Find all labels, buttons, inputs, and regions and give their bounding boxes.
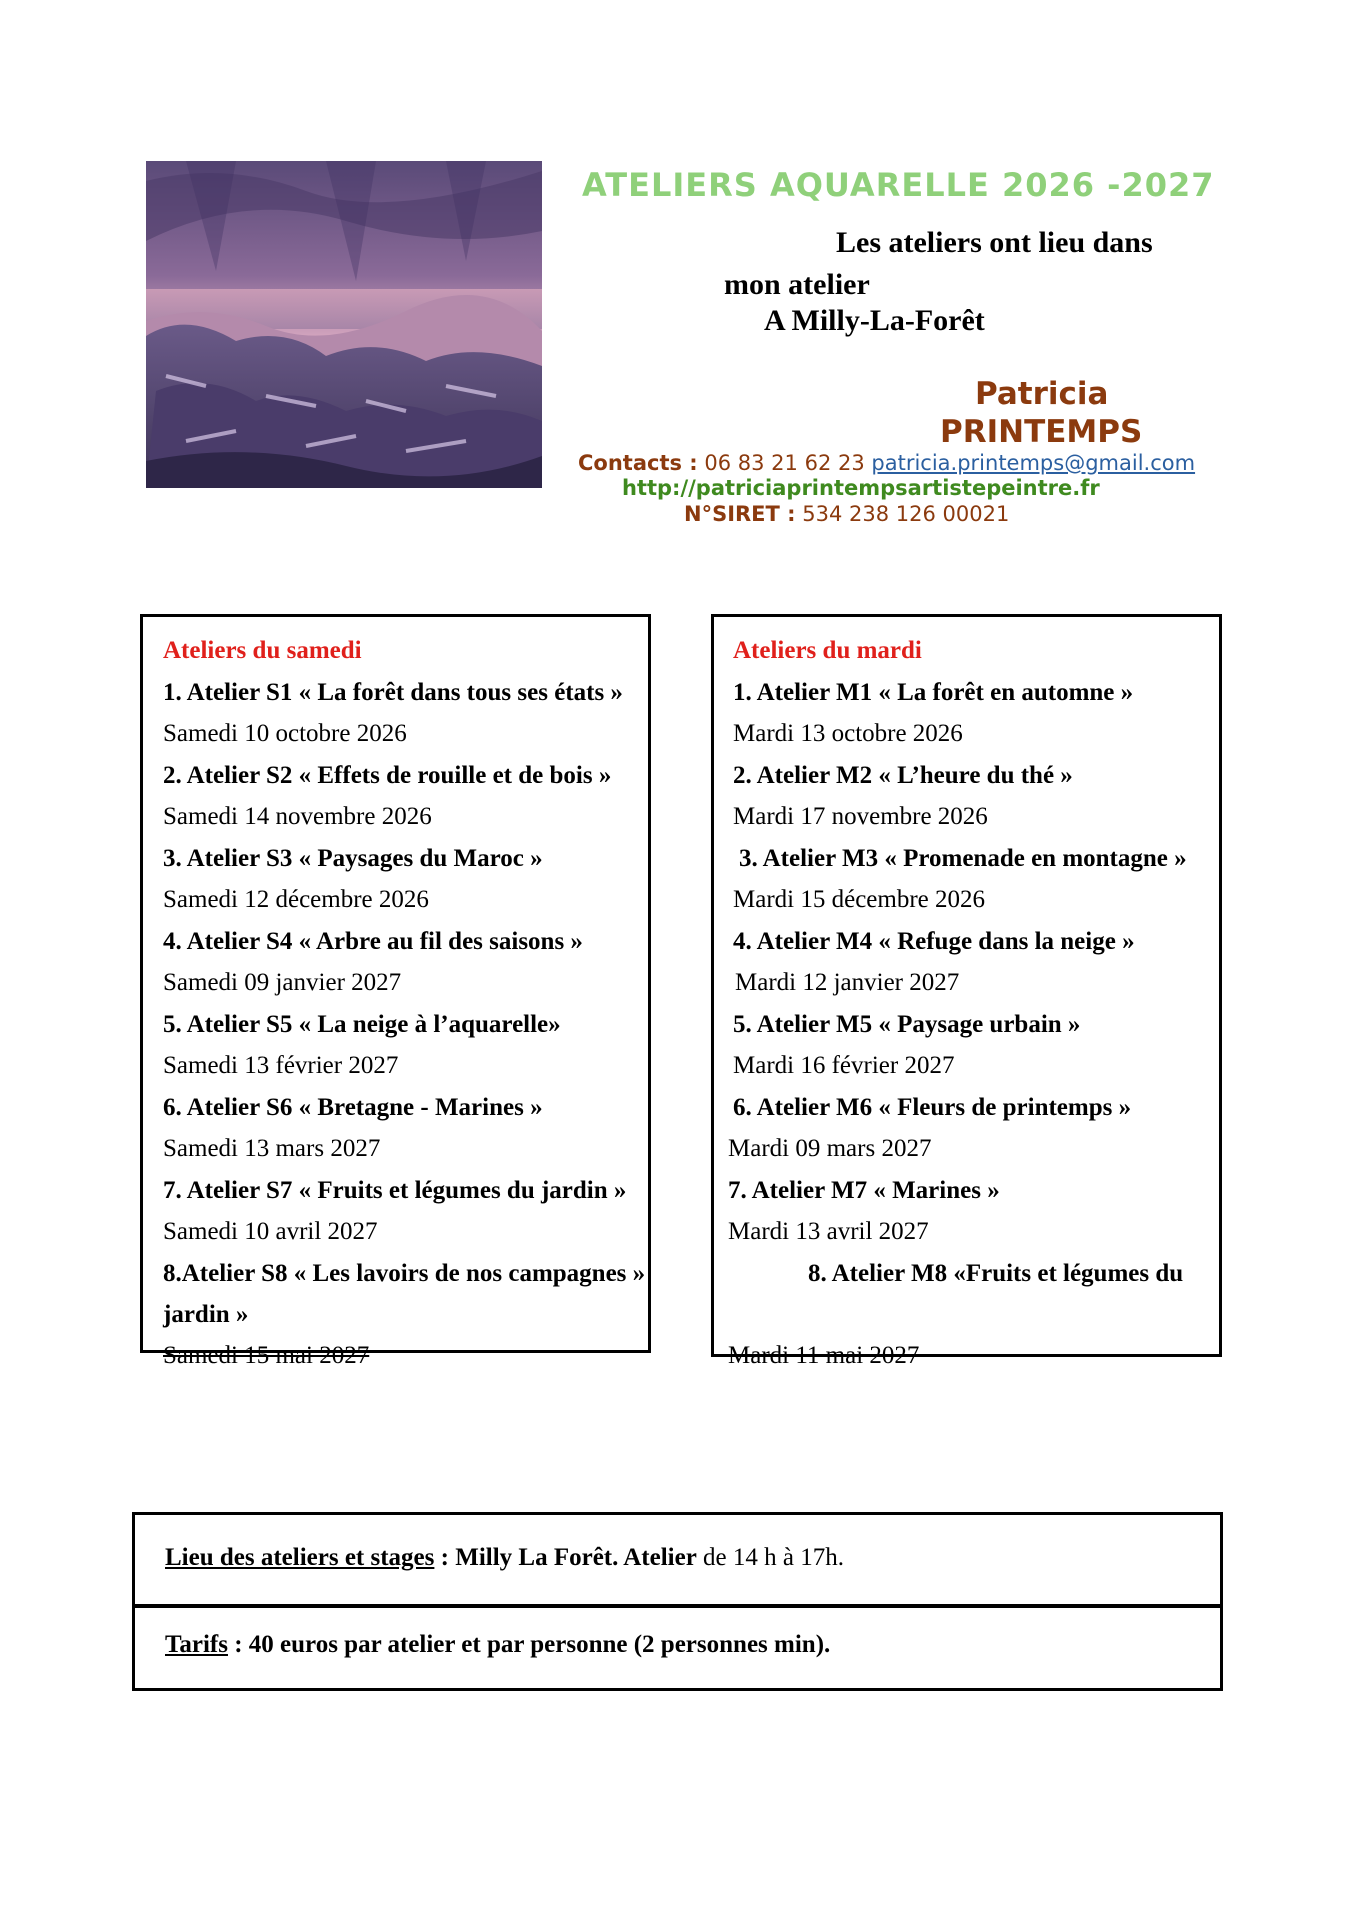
tuesday-item-4-title: 4. Atelier M4 « Refuge dans la neige » [733,928,1135,955]
saturday-item-4-date: Samedi 09 janvier 2027 [163,969,402,996]
saturday-item-7-title: 7. Atelier S7 « Fruits et légumes du jardin » [163,1177,627,1204]
location-label: Lieu des ateliers et stages [165,1544,435,1571]
tuesday-item-6-date: Mardi 09 mars 2027 [728,1135,932,1162]
pricing-text [165,1631,830,1659]
siret-line [684,502,1009,526]
saturday-item-3-date: Samedi 12 décembre 2026 [163,886,429,913]
contacts-line [578,451,1195,475]
email-link[interactable]: patricia.printemps@gmail.com [871,451,1196,475]
saturday-heading: Ateliers du samedi [163,637,362,664]
venue-line-1: Les ateliers ont lieu dans [836,226,1153,259]
tuesday-item-5-title: 5. Atelier M5 « Paysage urbain » [733,1011,1081,1038]
siret-number: 534 238 126 00021 [802,502,1010,526]
saturday-item-7-date: Samedi 10 avril 2027 [163,1218,378,1245]
location-box [132,1512,1223,1608]
watercolor-painting [146,161,542,488]
page-title: ATELIERS AQUARELLE 2026 -2027 [582,166,1215,204]
saturday-item-8-title: 8.Atelier S8 « Les lavoirs de nos campagnes » [163,1260,646,1287]
siret-label: N°SIRET : [684,502,796,526]
saturday-item-8-title-cont: jardin » [163,1301,249,1328]
tuesday-item-8-title: 8. Atelier M8 «Fruits et légumes du [808,1260,1184,1287]
tuesday-item-6-title: 6. Atelier M6 « Fleurs de printemps » [733,1094,1132,1121]
saturday-item-5-date: Samedi 13 février 2027 [163,1052,399,1079]
tuesday-item-1-date: Mardi 13 octobre 2026 [733,720,963,747]
tuesday-item-7-date: Mardi 13 avril 2027 [728,1218,929,1245]
contacts-label: Contacts : [578,451,698,475]
tuesday-item-8-date: Mardi 11 mai 2027 [728,1342,920,1369]
saturday-item-6-date: Samedi 13 mars 2027 [163,1135,381,1162]
saturday-item-5-title: 5. Atelier S5 « La neige à l’aquarelle» [163,1011,561,1038]
pricing-box [132,1604,1223,1691]
saturday-item-1-date: Samedi 10 octobre 2026 [163,720,407,747]
saturday-item-1-title: 1. Atelier S1 « La forêt dans tous ses états » [163,679,623,706]
tuesday-heading: Ateliers du mardi [733,637,922,664]
artist-last-name: PRINTEMPS [940,414,1143,450]
tuesday-item-4-date: Mardi 12 janvier 2027 [735,969,960,996]
location-hours: de 14 h à 17h. [696,1544,844,1571]
saturday-item-8-date: Samedi 15 mai 2027 [163,1342,370,1369]
pricing-value: : 40 euros par atelier et par personne (2 personnes min). [227,1631,831,1658]
tuesday-item-2-title: 2. Atelier M2 « L’heure du thé » [733,762,1073,789]
saturday-item-2-title: 2. Atelier S2 « Effets de rouille et de bois » [163,762,612,789]
pricing-label: Tarifs [165,1631,228,1658]
location-value: Milly La Forêt. Atelier [455,1544,697,1571]
artist-first-name: Patricia [975,376,1109,412]
tuesday-item-1-title: 1. Atelier M1 « La forêt en automne » [733,679,1134,706]
saturday-item-4-title: 4. Atelier S4 « Arbre au fil des saisons » [163,928,583,955]
venue-line-3: A Milly-La-Forêt [764,304,985,337]
saturday-item-2-date: Samedi 14 novembre 2026 [163,803,432,830]
tuesday-item-3-date: Mardi 15 décembre 2026 [733,886,986,913]
tuesday-item-5-date: Mardi 16 février 2027 [733,1052,955,1079]
saturday-item-6-title: 6. Atelier S6 « Bretagne - Marines » [163,1094,543,1121]
tuesday-item-2-date: Mardi 17 novembre 2026 [733,803,988,830]
tuesday-item-7-title: 7. Atelier M7 « Marines » [728,1177,1000,1204]
tuesday-item-3-title: 3. Atelier M3 « Promenade en montagne » [739,845,1187,872]
venue-line-2: mon atelier [724,268,870,301]
website-link[interactable]: http://patriciaprintempsartistepeintre.fr [622,476,1100,500]
saturday-item-3-title: 3. Atelier S3 « Paysages du Maroc » [163,845,543,872]
location-text: Lieu des ateliers et stages : Milly La Forêt. Atelier de 14 h à 17h. [165,1544,844,1571]
phone-number: 06 83 21 62 23 [704,451,865,475]
